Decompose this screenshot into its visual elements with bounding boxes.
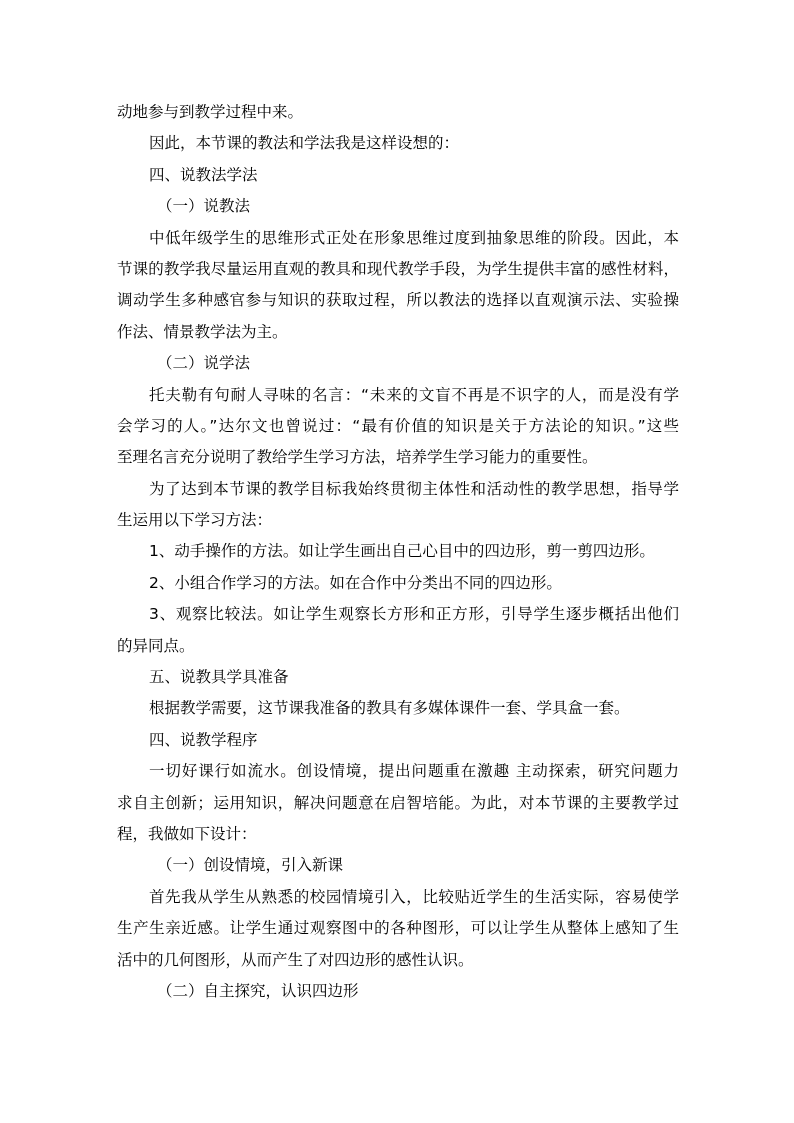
text-line: 首先我从学生从熟悉的校园情境引入，比较贴近学生的生活实际，容易使学 — [149, 887, 679, 906]
text-line: 节课的教学我尽量运用直观的教具和现代教学手段，为学生提供丰富的感性材料， — [117, 259, 679, 278]
text-line: 作法、情景教学法为主。 — [117, 322, 288, 341]
document-body — [117, 97, 679, 1007]
text-line: 生运用以下学习方法： — [117, 511, 273, 530]
text-line: （二）说学法 — [157, 354, 251, 373]
text-line: 生产生亲近感。让学生通过观察图中的各种图形，可以让学生从整体上感知了生 — [117, 919, 679, 938]
text-line: 一切好课行如流水。创设情境，提出问题重在激趣 主动探索，研究问题力 — [149, 762, 679, 781]
text-line: 求自主创新；运用知识，解决问题意在启智培能。为此，对本节课的主要教学过 — [117, 793, 679, 812]
text-line: 因此，本节课的教法和学法我是这样设想的： — [149, 134, 460, 153]
text-line: （一）说教法 — [157, 197, 251, 216]
text-line: 3、观察比较法。如让学生观察长方形和正方形，引导学生逐步概括出他们 — [149, 605, 679, 624]
text-line: 四、说教学程序 — [149, 730, 258, 749]
text-line: 2、小组合作学习的方法。如在合作中分类出不同的四边形。 — [149, 573, 562, 592]
text-line: 五、说教具学具准备 — [149, 668, 289, 687]
text-line: （二）自主探究，认识四边形 — [157, 981, 359, 1000]
text-line: 程，我做如下设计： — [117, 824, 257, 843]
text-line: （一）创设情境，引入新课 — [157, 856, 344, 875]
text-line: 动地参与到教学过程中来。 — [117, 103, 304, 121]
text-line: 中低年级学生的思维形式正处在形象思维过度到抽象思维的阶段。因此，本 — [149, 228, 679, 247]
text-line: 调动学生多种感官参与知识的获取过程，所以教法的选择以直观演示法、实验操 — [117, 291, 679, 310]
text-line: 1、动手操作的方法。如让学生画出自己心目中的四边形，剪一剪四边形。 — [149, 542, 655, 561]
text-line: 至理名言充分说明了教给学生学习方法，培养学生学习能力的重要性。 — [117, 448, 598, 467]
text-line: 四、说教法学法 — [149, 165, 258, 184]
text-line: 根据教学需要，这节课我准备的教具有多媒体课件一套、学具盒一套。 — [149, 699, 630, 718]
text-line: 托夫勒有句耐人寻味的名言：“未来的文盲不再是不识字的人，而是没有学 — [149, 385, 679, 404]
text-line: 的异同点。 — [117, 636, 195, 655]
text-line: 为了达到本节课的教学目标我始终贯彻主体性和活动性的教学思想，指导学 — [149, 479, 679, 498]
text-line: 活中的几何图形，从而产生了对四边形的感性认识。 — [117, 950, 474, 969]
text-line: 会学习的人。”达尔文也曾说过：“最有价值的知识是关于方法论的知识。”这些 — [117, 416, 679, 435]
